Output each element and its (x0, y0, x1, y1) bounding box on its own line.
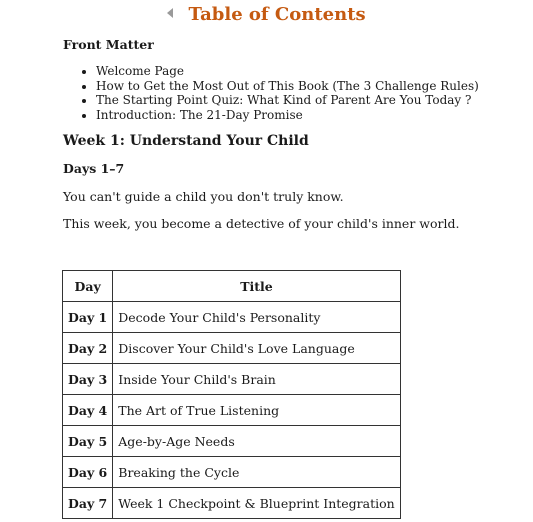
list-item: • Introduction: The 21-Day Promise (96, 108, 479, 123)
column-header-title: Title (113, 271, 400, 302)
table-row (63, 426, 401, 457)
front-matter-list (63, 64, 479, 122)
collapse-triangle-icon[interactable] (167, 8, 173, 18)
day-cell: Day 5 (63, 426, 113, 457)
days-heading: Days 1–7 (63, 161, 125, 176)
day-cell: Day 3 (63, 364, 113, 395)
document-title: Table of Contents (188, 4, 366, 25)
table-row (63, 457, 401, 488)
title-cell: Decode Your Child's Personality (113, 302, 400, 333)
table-row (63, 395, 401, 426)
day-cell: Day 4 (63, 395, 113, 426)
day-cell: Day 1 (63, 302, 113, 333)
list-item: • Welcome Page (96, 64, 479, 79)
title-cell: Breaking the Cycle (113, 457, 400, 488)
intro-paragraph: You can't guide a child you don't truly know. (63, 189, 344, 204)
table-header-row (63, 271, 401, 302)
title-cell: Inside Your Child's Brain (113, 364, 400, 395)
list-item: • The Starting Point Quiz: What Kind of Parent Are You Today ? (96, 93, 479, 108)
table-row (63, 364, 401, 395)
day-cell: Day 2 (63, 333, 113, 364)
title-cell: Week 1 Checkpoint & Blueprint Integration (113, 488, 400, 519)
title-cell: Discover Your Child's Love Language (113, 333, 400, 364)
day-cell: Day 6 (63, 457, 113, 488)
title-row (0, 4, 533, 25)
intro-paragraph: This week, you become a detective of your child's inner world. (63, 216, 460, 231)
table-row (63, 488, 401, 519)
title-cell: The Art of True Listening (113, 395, 400, 426)
table-row (63, 302, 401, 333)
week1-table (62, 270, 401, 519)
column-header-day: Day (63, 271, 113, 302)
week1-heading: Week 1: Understand Your Child (63, 133, 309, 149)
list-item: • How to Get the Most Out of This Book (The 3 Challenge Rules) (96, 79, 479, 94)
day-cell: Day 7 (63, 488, 113, 519)
table-row (63, 333, 401, 364)
front-matter-heading: Front Matter (63, 37, 154, 52)
title-cell: Age-by-Age Needs (113, 426, 400, 457)
